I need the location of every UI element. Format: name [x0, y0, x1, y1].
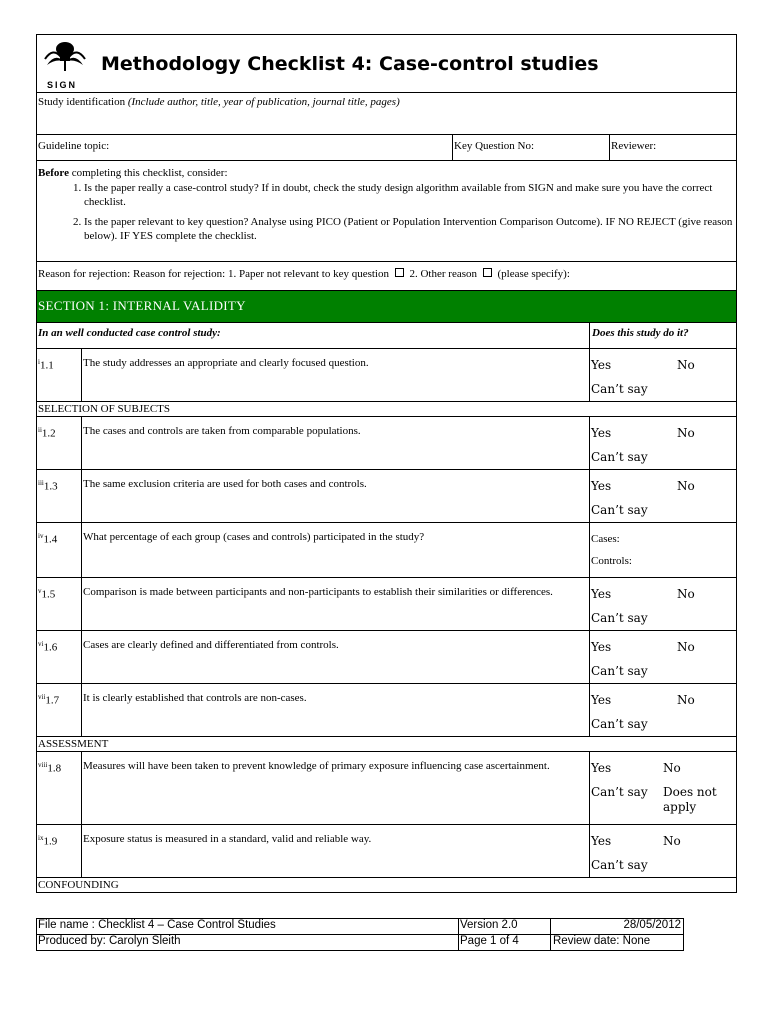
table-row: $^{viii}$1.8 Measures will have been taken to prevent knowledge of primary exposure influencing case ascertainment. Yes No Can’t say Does not apply [37, 752, 736, 825]
before-item: 1. Is the paper really a case-control study? If in doubt, check the study design algorithm available from SIGN and make sure you have the correct checklist. [84, 181, 734, 209]
answer-cell [590, 417, 736, 469]
reason-suffix: (please specify): [497, 268, 570, 280]
answer-cell [590, 684, 736, 736]
reason-prefix: Reason for rejection: Reason for rejection: 1. Paper not relevant to key question [38, 268, 389, 280]
answer-no[interactable]: No [677, 693, 695, 707]
answer-cell [590, 631, 736, 683]
table-row: $^i$1.1 The study addresses an appropriate and clearly focused question. Yes No Can’t say [37, 349, 736, 402]
reason-for-rejection-row [37, 262, 736, 291]
before-bold: Before [38, 167, 69, 179]
answer-cant-say[interactable]: Can’t say [591, 717, 648, 731]
answer-cell [590, 825, 736, 877]
reason-1-checkbox[interactable] [395, 268, 404, 277]
answer-cant-say[interactable]: Can’t say [591, 382, 648, 396]
reason-2-checkbox[interactable] [483, 268, 492, 277]
answer-cant-say[interactable]: Can’t say [591, 611, 648, 625]
footer-page: Page 1 of 4 [459, 935, 551, 950]
internal-validity-table [36, 323, 737, 893]
controls-field[interactable]: Controls: [591, 555, 632, 567]
guideline-topic-field[interactable]: Guideline topic: [37, 135, 453, 160]
answer-no[interactable]: No [677, 640, 695, 654]
sign-logo [37, 35, 93, 93]
answer-yes[interactable]: Yes [591, 640, 612, 654]
identification-label: Study identification [38, 96, 126, 108]
footer-review-date: Review date: None [553, 935, 651, 947]
answer-cant-say[interactable]: Can’t say [591, 503, 648, 517]
before-instructions [37, 161, 736, 262]
subsection-selection: SELECTION OF SUBJECTS [37, 402, 736, 417]
footer-date: 28/05/2012 [623, 919, 681, 931]
thistle-icon [43, 39, 87, 73]
footer-version: Version 2.0 [459, 919, 551, 934]
answer-yes[interactable]: Yes [591, 426, 612, 440]
table-row: $^v$1.5 Comparison is made between participants and non-participants to establish their similarities or differences. Yes No Can’t say [37, 578, 736, 631]
answer-yes[interactable]: Yes [591, 834, 612, 848]
answer-cant-say[interactable]: Can’t say [591, 450, 648, 464]
before-rest: completing this checklist, consider: [68, 167, 228, 179]
answer-yes[interactable]: Yes [591, 479, 612, 493]
answer-no[interactable]: No [677, 426, 695, 440]
answer-yes[interactable]: Yes [591, 587, 612, 601]
answer-column-header: Does this study do it? [592, 327, 689, 339]
question-column-header: In an well conducted case control study: [37, 323, 590, 348]
cases-field[interactable]: Cases: [591, 533, 620, 545]
table-row: $^{ix}$1.9 Exposure status is measured in a standard, valid and reliable way. Yes No Can’t say [37, 825, 736, 878]
answer-cell [590, 470, 736, 522]
page-footer [36, 918, 684, 951]
answer-cell [590, 578, 736, 630]
answer-cell [590, 349, 736, 401]
table-row: $^{iii}$1.3 The same exclusion criteria are used for both cases and controls. Yes No Can’t say [37, 470, 736, 523]
reason-option-2: 2. Other reason [409, 268, 477, 280]
answer-no[interactable]: No [663, 761, 681, 775]
title-row [37, 35, 736, 93]
answer-cell [590, 523, 736, 577]
answer-cell [590, 752, 736, 824]
table-header [37, 323, 736, 349]
answer-no[interactable]: No [677, 587, 695, 601]
footer-produced-by: Produced by: Carolyn Sleith [37, 935, 459, 950]
topic-row [37, 135, 736, 161]
page-title: Methodology Checklist 4: Case-control studies [101, 52, 599, 75]
answer-yes[interactable]: Yes [591, 761, 612, 775]
key-question-field[interactable]: Key Question No: [453, 135, 610, 160]
answer-no[interactable]: No [677, 479, 695, 493]
answer-yes[interactable]: Yes [591, 358, 612, 372]
answer-cant-say[interactable]: Can’t say [591, 664, 648, 678]
before-item: 2. Is the paper relevant to key question? Analyse using PICO (Patient or Population Intervention Comparison Outcome). IF NO REJECT (give reason below). IF YES complete the checklist. [84, 215, 734, 243]
footer-file-name: File name : Checklist 4 – Case Control Studies [37, 919, 459, 934]
table-row: $^{iv}$1.4 What percentage of each group (cases and controls) participated in the study? Cases: Controls: [37, 523, 736, 578]
answer-does-not-apply[interactable]: Does not apply [663, 785, 717, 814]
subsection-assessment: ASSESSMENT [37, 737, 736, 752]
table-row: $^{vii}$1.7 It is clearly established that controls are non-cases. Yes No Can’t say [37, 684, 736, 737]
logo-text: SIGN [47, 79, 78, 90]
table-row: $^{ii}$1.2 The cases and controls are taken from comparable populations. Yes No Can’t say [37, 417, 736, 470]
study-identification-row[interactable] [37, 93, 736, 135]
table-row: $^{vi}$1.6 Cases are clearly defined and differentiated from controls. Yes No Can’t say [37, 631, 736, 684]
section-1-header: SECTION 1: INTERNAL VALIDITY [37, 291, 736, 323]
checklist-document [36, 34, 737, 893]
answer-yes[interactable]: Yes [591, 693, 612, 707]
subsection-confounding: CONFOUNDING [37, 878, 736, 893]
reviewer-field[interactable]: Reviewer: [611, 140, 657, 152]
answer-no[interactable]: No [663, 834, 681, 848]
answer-cant-say[interactable]: Can’t say [591, 785, 648, 799]
answer-no[interactable]: No [677, 358, 695, 372]
answer-cant-say[interactable]: Can’t say [591, 858, 648, 872]
identification-hint: (Include author, title, year of publication, journal title, pages) [127, 96, 400, 108]
